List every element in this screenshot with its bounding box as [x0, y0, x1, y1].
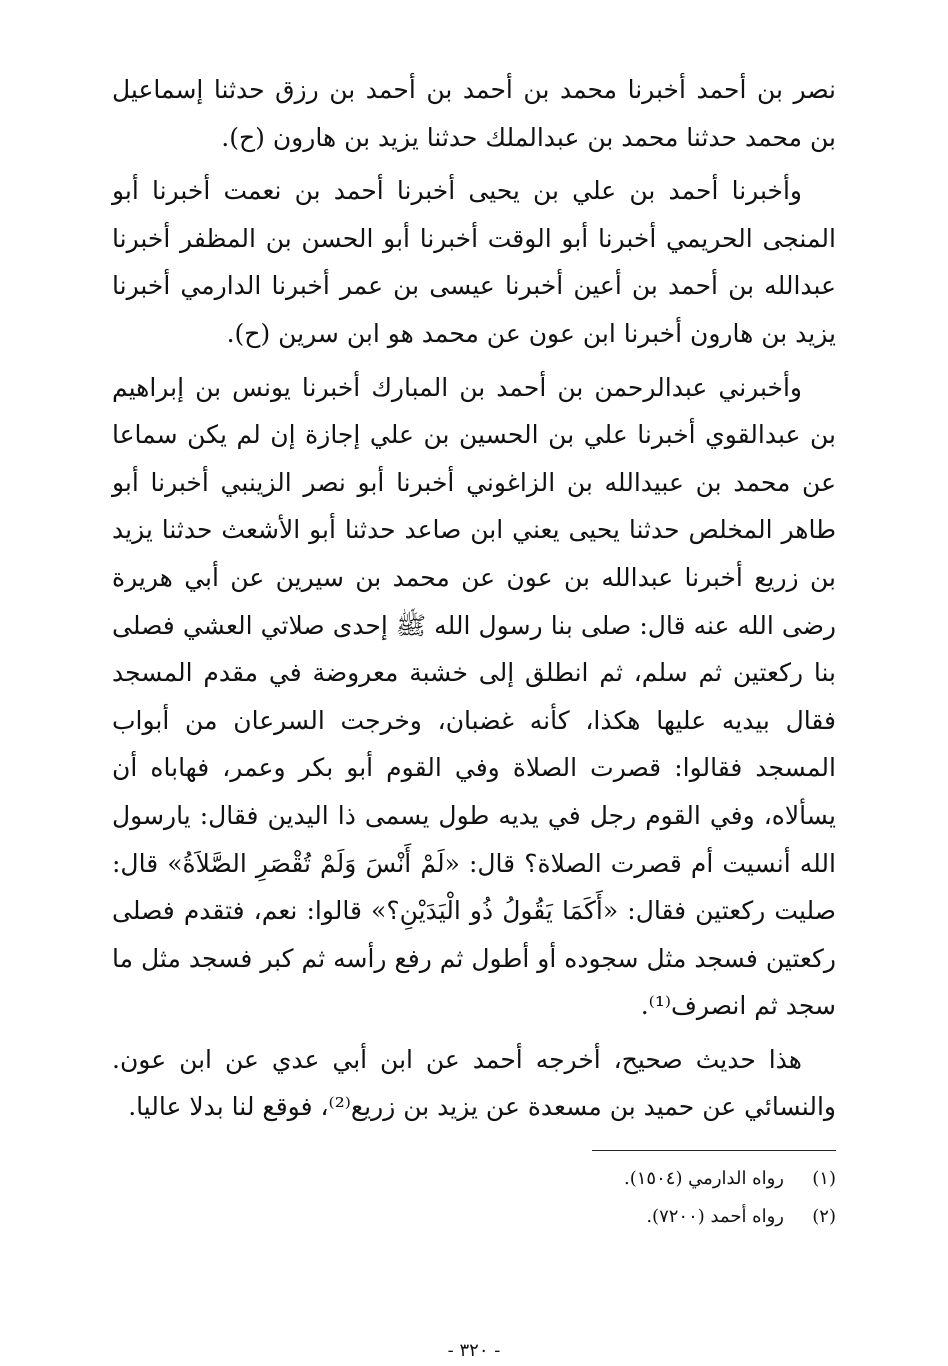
main-text — [112, 66, 836, 1137]
footnote-2 — [112, 1198, 836, 1236]
footnote-number: (٢) — [812, 1206, 836, 1227]
footnote-text: رواه أحمد (٧٢٠٠). — [646, 1206, 784, 1227]
paragraph-1: نصر بن أحمد أخبرنا محمد بن أحمد بن أحمد بن رزق حدثنا إسماعيل بن محمد حدثنا محمد بن عبدالملك حدثنا يزيد بن هارون (ح). — [112, 75, 836, 152]
page-number: - ٣٢٠ - — [447, 1340, 501, 1361]
paragraph-2: وأخبرنا أحمد بن علي بن يحيى أخبرنا أحمد بن نعمت أخبرنا أبو المنجى الحريمي أخبرنا أبو الوقت أخبرنا أبو الحسن بن المظفر أخبرنا عبدالله بن أحمد بن أعين أخبرنا عيسى بن عمر أخبرنا الدارمي أخبرنا يزيد بن هارون أخبرنا ابن عون عن محمد هو ابن سرين (ح). — [112, 176, 836, 348]
footnote-text: رواه الدارمي (١٥٠٤). — [624, 1168, 784, 1189]
paragraph-4: هذا حديث صحيح، أخرجه أحمد عن ابن أبي عدي عن ابن عون. والنسائي عن حميد بن مسعدة عن يزيد بن زريع⁽²⁾، فوقع لنا بدلا عاليا. — [112, 1044, 836, 1122]
footnote-divider — [592, 1150, 836, 1151]
footnote-1 — [112, 1160, 836, 1198]
paragraph-3: وأخبرني عبدالرحمن بن أحمد بن المبارك أخبرنا يونس بن إبراهيم بن عبدالقوي أخبرنا علي بن الحسين بن علي إجازة إن لم يكن سماعا عن محمد بن عبيدالله بن الزاغوني أخبرنا أبو نصر الزينبي أخبرنا أبو طاهر المخلص حدثنا يحيى يعني ابن صاعد حدثنا أبو الأشعث حدثنا يزيد بن زريع أخبرنا عبدالله بن عون عن محمد بن سيرين عن أبي هريرة رضى الله عنه قال: صلى بنا رسول الله ﷺ إحدى صلاتي العشي فصلى بنا ركعتين ثم سلم، ثم انطلق إلى خشبة معروضة في مقدم المسجد فقال بيديه عليها هكذا، كأنه غضبان، وخرجت السرعان من أبواب المسجد فقالوا: قصرت الصلاة وفي القوم أبو بكر وعمر، فهاباه أن يسألاه، وفي القوم رجل في يديه طول يسمى ذا اليدين فقال: يارسول الله أنسيت أم قصرت الصلاة؟ قال: «لَمْ أَنْسَ وَلَمْ تُقْصَرِ الصَّلاَةُ» قال: صليت ركعتين فقال: «أَكَمَا يَقُولُ ذُو الْيَدَيْنِ؟» قالوا: نعم، فتقدم فصلى ركعتين فسجد مثل سجوده أو أطول ثم رفع رأسه ثم كبر فسجد مثل ما سجد ثم انصرف⁽¹⁾. — [112, 372, 836, 1021]
footnote-number: (١) — [812, 1168, 836, 1189]
footnotes — [112, 1160, 836, 1236]
book-page — [112, 66, 836, 1361]
